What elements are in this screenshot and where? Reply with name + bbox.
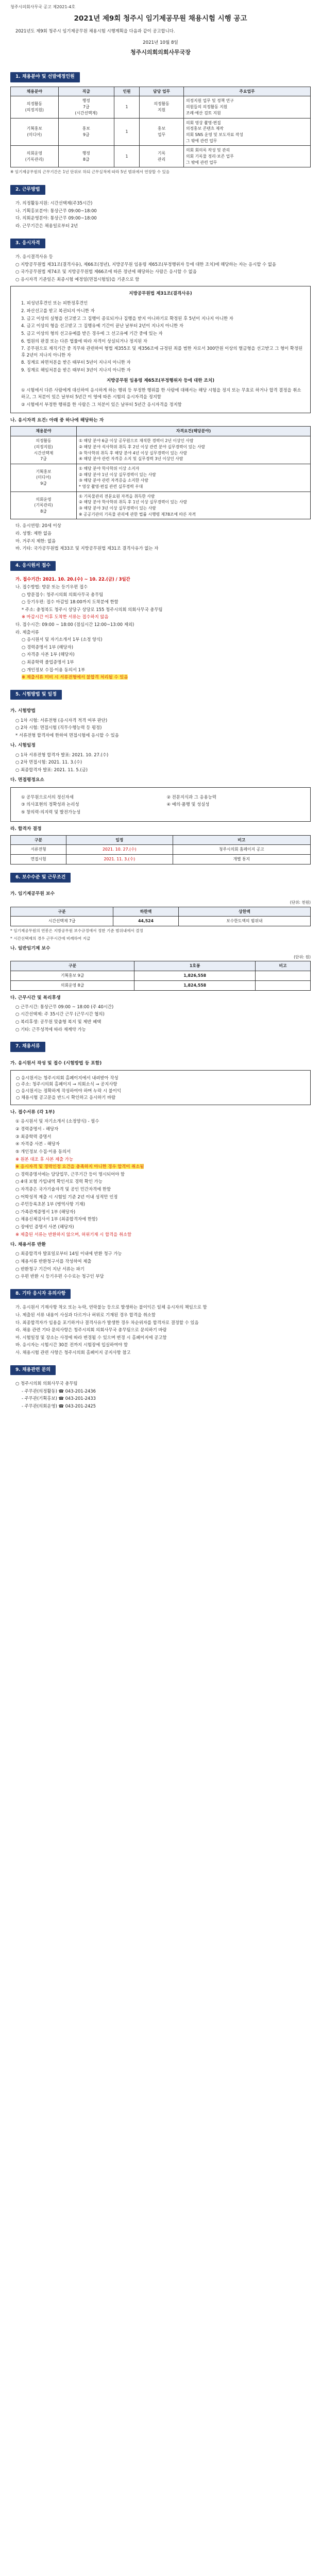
application-info [10,576,311,681]
list-item: 다. 접수시간: 09:00 ~ 18:00 (점심시간 12:00~13:00 제외) [15,622,134,627]
work-method-list [10,200,311,229]
contact-phone: - 주무관(의정활동) ☎ 043-201-2436 [22,1388,96,1394]
list-item: 6. 법원의 판결 또는 다른 법률에 따라 자격이 상실되거나 정지된 자 [21,338,147,344]
list-item: ○ 자격증은 국가기술자격 및 공인 민간자격에 한함 [15,1186,111,1192]
cell: 의회운영 (기록관리) [11,146,59,167]
subsection-title: 나. 시험일정 [10,743,36,749]
list-item: 다. 의회운영분야: 통상근무 09:00~18:00 [15,215,97,221]
list-item: ○ 1차 시험: 서류전형 (응시자격 적격 여부 판단) [15,717,108,723]
cell: 시간선택제 7급 [11,917,113,926]
subsection-title: 나. 응시자격 요건: 아래 중 하나에 해당하는 자 [10,418,104,423]
cell: 의정지원 업무 및 정책 연구 의원들의 의정활동 지원 조례·예산 검토 지원 [183,96,310,118]
table-header: 구분 [11,907,113,917]
list-item: ○ 반환청구 기간이 지난 서류는 파기 [15,1266,85,1272]
table-header: 상한액 [178,907,310,917]
list-item: 마. 거주지 제한: 없음 [15,538,56,544]
list-item: 9. 징계로 해임처분을 받은 때부터 3년이 지나지 아니한 자 [21,367,131,372]
list-item: ○ 장애인 증명서 사본 (해당자) [15,1224,74,1230]
cell: 의회운영 8급 [11,980,134,990]
cell: ① 기록물관리 전문요원 자격을 취득한 사람 ② 해당 분야 학사학위 취득 후 1년 이상 실무경력이 있는 사람 ③ 해당 분야 3년 이상 실무경력이 있는 사람 ※ 공공기관의 기록물 관리에 관한 법률 시행령 제78조에 따른 자격 [77,492,311,519]
list-item: 1. 피성년후견인 또는 피한정후견인 [21,300,88,306]
box-list [16,300,305,373]
box-title: 지방공무원법 제31조(결격사유) [129,291,192,296]
list-item: 다. 응시연령: 20세 이상 [15,523,61,529]
contact-phone: - 주무관(기획홍보) ☎ 043-201-2433 [22,1396,96,1401]
section-7-title: 7. 채용서류 [10,1042,45,1052]
conditions-list [10,1004,311,1032]
extra-eligibility [10,522,311,551]
table-header: 채용분야 [11,87,59,96]
list-item: 사. 채용시험 관련 사항은 청주시의회 홈페이지 공지사항 참고 [15,1350,131,1355]
list-item: ○ 우편 반환 시 등기우편 수수료는 청구인 부담 [15,1274,104,1279]
list-item: 3. 금고 이상의 실형을 선고받고 그 집행이 종료되거나 집행을 받지 아니하기로 확정된 후 5년이 지나지 아니한 자 [21,315,233,321]
list-item: 2. 파산선고를 받고 복권되지 아니한 자 [21,308,95,314]
list-item: ○ 개인정보 수집·이용 동의서 1부 [22,667,86,672]
list-item: 마. 시험일정 및 장소는 사정에 따라 변경될 수 있으며 변경 시 홈페이지에 공고함 [15,1334,167,1340]
list-item: 4. 금고 이상의 형을 선고받고 그 집행유예 기간이 끝난 날부터 2년이 지나지 아니한 자 [21,323,183,329]
list-item: ○ 주민등록초본 1부 (병역사항 기재) [15,1201,85,1207]
list-item: ○ 2차 시험: 면접시험 (직무수행능력 등 평정) [15,725,102,731]
list-item: ○ 2차 면접시험: 2021. 11. 3.(수) [15,759,82,765]
cell: 2021. 11. 3.(수) [66,854,173,864]
method-list [10,717,311,739]
application-method: 나. 접수방법: 방문 또는 등기우편 접수 [15,584,88,589]
cell: 2021. 10. 27.(수) [66,845,173,855]
table-header: 일정 [66,835,173,845]
cell: 홍보 업무 [140,118,184,146]
list-item: 다. 최종합격자가 임용을 포기하거나 결격사유가 발생한 경우 차순위자를 합격자로 결정할 수 있음 [15,1319,199,1325]
positions-table [10,87,311,168]
table-header: 직급 [58,87,114,96]
box-title: 지방공무원 임용령 제65조(부정행위자 등에 대한 조치) [106,378,215,383]
subsection-title: 다. 근무시간 및 복리후생 [10,995,61,1001]
table-header: 하한액 [113,907,178,917]
list-item: ○ 어학성적 제출 시 시험일 기준 2년 이내 성적만 인정 [15,1194,118,1199]
disqualification-box [10,286,311,414]
subsection-title: 나. 일반임기제 보수 [10,945,50,951]
announcement-date: 2021년 10월 8일 [143,40,178,45]
section-6-title: 6. 보수수준 및 근무조건 [10,873,71,883]
table-row [11,980,311,990]
list-item: ○ 가족관계증명서 1부 (해당자) [15,1209,76,1214]
red-note: ※ 원본 대조 후 사본 제출 가능 [15,1156,73,1162]
eligibility-list [10,253,311,282]
list-item: 가. 응시원서 기재사항 착오 또는 누락, 연락불능 등으로 발생하는 불이익은 일체 응시자의 책임으로 함 [15,1304,207,1310]
grid-item: ① 공무원으로서의 정신자세 [21,794,74,800]
highlight-note: ※ 제출서류 미비 시 서류전형에서 불합격 처리될 수 있음 [22,674,128,680]
section-4-title: 4. 응시원서 접수 [10,561,56,571]
footnote: ※ 임기제공무원의 근무기간은 1년 단위로 하되 근무실적에 따라 5년 범위에서 연장할 수 있음 [10,170,170,175]
list-item: 바. 응시자는 시험시간 30분 전까지 시험장에 입실하여야 함 [15,1342,128,1348]
cell: 1 [114,146,139,167]
list-item: ○ 채용서류 반환청구서를 작성하여 제출 [15,1259,92,1264]
application-period: 가. 접수기간: 2021. 10. 20.(수) ~ 10. 22.(금) / 3일간 [15,577,130,582]
table-header: 1호봉 [134,961,256,971]
red-note: ※ 제출된 서류는 반환하지 않으며, 허위기재 시 합격을 취소함 [15,1231,132,1237]
table-header: 담당 업무 [140,87,184,96]
list-item: ○ 국가공무원법 제74조 및 지방공무원법 제66조에 따른 정년에 해당하는 사람은 응시할 수 없음 [15,269,197,275]
list-item: ○ 1차 서류전형 합격자 발표: 2021. 10. 27.(수) [15,752,109,757]
section-5-title: 5. 시험방법 및 일정 [10,690,62,700]
list-item: ○ 기타: 근무성적에 따라 재계약 가능 [15,1026,86,1032]
list-item: 7. 공무원으로 재직기간 중 직무와 관련하여 형법 제355조 및 제356조에 규정된 죄를 범한 자로서 300만원 이상의 벌금형을 선고받고 그 형이 확정된 후 2년이 지나지 아니한 자 [21,346,303,358]
list-item: 라. 성별: 제한 없음 [15,531,52,536]
list-item: ○ 최종합격자 발표일로부터 14일 이내에 반환 청구 가능 [15,1251,122,1257]
list-item: ○ 자격증 사본 1부 (해당자) [22,652,75,657]
salary-note: * 임기제공무원의 연봉은 지방공무원 보수규정에서 정한 기준 범위내에서 결정 [10,928,143,934]
cell: 44,524 [113,917,178,926]
list-item: ○ 응시원서는 정확하게 작성하여야 하며 누락 시 불이익 [16,1088,121,1094]
unit-label: (단위: 원) [294,955,311,960]
list-item: ○ 복리후생: 공무원 맞춤형 복지 및 제반 혜택 [15,1019,102,1024]
table-row [11,96,311,118]
cell: 1,824,558 [134,980,256,990]
table-row [11,436,311,464]
cell: 기획홍보 9급 [11,971,134,981]
list-item: * 주소: 충청북도 청주시 상당구 상당로 155 청주시의회 의회사무국 총무팀 [22,606,163,612]
list-item: ① 응시원서 및 자기소개서 (소정양식) - 필수 [15,1118,99,1124]
list-item: 라. 채용 관련 기타 문의사항은 청주시의회 의회사무국 총무팀으로 문의하기 바람 [15,1327,167,1333]
list-item: ○ 최종학력 졸업증명서 1부 [22,659,74,665]
subsection-title: 가. 시험방법 [10,708,36,714]
subsection-title: 라. 합격자 결정 [10,826,42,832]
unit-label: (단위: 천원) [290,900,311,905]
schedule-list [10,752,311,773]
table-header: 인원 [114,87,139,96]
table-header: 자격요건(해당분야) [77,427,311,436]
cell: 개별 통지 [173,854,311,864]
box-list [16,387,305,408]
section-9-title: 9. 채용관련 문의 [10,1365,56,1376]
list-item: 라. 제출서류 [15,629,39,635]
list-item: 가. 의정활동지원: 시간선택제(주35시간) [15,200,93,206]
cell: 의정활동 (의정지원) [11,96,59,118]
cell: 의정활동 (의정지원) 시간선택제 7급 [11,436,77,464]
cell: 홍보 9급 [58,118,114,146]
cell: 면접시험 [11,854,66,864]
list-item: ○ 주소: 청주시의회 홈페이지 → 의회소식 → 공지사항 [16,1081,117,1087]
contact-phone: - 주무관(의회운영) ☎ 043-201-2425 [22,1403,96,1409]
list-item: ② 시험에서 부정한 행위를 한 사람은 그 처분이 있은 날부터 5년간 응시자격을 정지함 [21,401,182,407]
list-item: 바. 기타: 국가공무원법 제33조 및 지방공무원법 제31조 결격사유가 없는 자 [15,546,159,551]
caution-list [10,1304,311,1355]
cell: ① 해당 분야 학사학위 이상 소지자 ② 해당 분야 1년 이상 실무경력이 있는 사람 ③ 해당 분야 관련 자격증을 소지한 사람 * 영상 촬영·편집 관련 실무경력 우대 [77,464,311,492]
table-row [11,146,311,167]
cell: 1 [114,118,139,146]
cell: 의회 회의록 작성 및 관리 의회 기록물 정리·보존 업무 그 밖에 관련 업무 [183,146,310,167]
documents-list [10,1118,311,1238]
table-header: 구분 [11,835,66,845]
list-item: 8. 징계로 파면처분을 받은 때부터 5년이 지나지 아니한 자 [21,360,131,365]
grid-item: ② 전문지식과 그 응용능력 [166,794,216,800]
subsection-title: 다. 채용서류 반환 [10,1242,46,1248]
salary-table-2 [10,961,311,990]
section-1-title: 1. 채용분야 및 선발예정인원 [10,72,80,82]
list-item: ○ 경력증명서에는 담당업무, 근무기간 등이 명시되어야 함 [15,1171,125,1177]
cell: 의정활동 지원 [140,96,184,118]
table-row [11,492,311,519]
list-item: 나. 기획홍보분야: 통상근무 09:00~18:00 [15,208,97,213]
table-row [11,971,311,981]
return-list [10,1250,311,1279]
section-8-title: 8. 기타 응시자 유의사항 [10,1289,71,1299]
table-row [11,917,311,926]
cell: 행정 7급 (시간선택제) [58,96,114,118]
table-header: 주요업무 [183,87,310,96]
list-item: ③ 최종학력 증명서 [15,1133,52,1139]
salary-note: * 시간선택제의 경우 근무시간에 비례하여 지급 [10,936,91,941]
list-item: 가. 응시결격사유 등 [15,254,53,260]
list-item: 5. 금고 이상의 형의 선고유예를 받은 경우에 그 선고유예 기간 중에 있는 자 [21,330,163,336]
list-item: ○ 4대 보험 가입내역 확인서로 경력 확인 가능 [15,1179,103,1184]
grid-item: ④ 예의·품행 및 성실성 [166,802,210,807]
list-item: ○ 등기우편: 접수 마감일 18:00까지 도착분에 한함 [22,599,119,605]
table-row [11,845,311,855]
cell: 행정 8급 [58,146,114,167]
cell: ① 해당 분야 6급 이상 공무원으로 재직한 경력이 2년 이상인 사람 ② 해당 분야 석사학위 취득 후 2년 이상 관련 분야 실무경력이 있는 사람 ③ 학사학위 취득 후 해당 분야 4년 이상 실무경력이 있는 사람 ④ 해당 분야 관련 자격증 소지 및 실무경력 3년 이상인 사람 [77,436,311,464]
list-item: ○ 응시자격 기준일은 최종시험 예정일(면접시험일)을 기준으로 함 [15,276,140,282]
list-item: ○ 근무시간: 통상근무 09:00 ~ 18:00 (주 40시간) [15,1004,114,1009]
table-row [11,118,311,146]
grid-item: ③ 의사표현의 정확성과 논리성 [21,802,79,807]
cell: 기획홍보 (미디어) 9급 [11,464,77,492]
announcement-number: 청주시의회사무국 공고 제2021-4호 [10,5,76,9]
grid-item [167,809,300,816]
list-item: ○ 채용시험 공고문을 반드시 확인하고 응시하기 바람 [16,1094,116,1100]
section-2-title: 2. 근무방법 [10,185,45,195]
section-3-title: 3. 응시자격 [10,239,45,249]
cell: 1,826,558 [134,971,256,981]
list-item: 라. 근무기간은 채용일로부터 2년 [15,223,78,229]
criteria-grid [16,792,305,818]
list-item: ○ 청주시의회 의회사무국 총무팀 [15,1381,78,1386]
list-item: ① 시험에서 다른 사람에게 대신하여 응시하게 하는 행위 등 부정한 행위를 한 사람에 대해서는 해당 시험을 정지 또는 무효로 하거나 합격 결정을 취소하고, 그 처분이 있은 날부터 5년간 이 영에 따른 시험의 응시자격을 정지함 [21,387,301,400]
list-item: ○ 방문접수: 청주시의회 의회사무국 총무팀 [22,591,104,597]
list-item: ○ 채용신체검사서 1부 (최종합격자에 한함) [15,1216,98,1222]
table-header: 채용분야 [11,427,77,436]
list-item: ○ 최종합격자 발표: 2021. 11. 5.(금) [15,767,88,772]
cell: 보수한도액의 범위내 [178,917,310,926]
table-header: 비고 [173,835,311,845]
grid-item: ⑤ 창의력·의지력 및 발전가능성 [21,809,81,815]
issuer: 청주시의회의회사무국장 [130,48,191,56]
cell: 1 [114,96,139,118]
list-item: ○ 경력증명서 1부 (해당자) [22,644,73,650]
schedule-table [10,835,311,865]
table-row [11,464,311,492]
subsection-title: 나. 접수서류 (각 1부) [10,1110,55,1115]
cell [256,971,311,981]
table-header: 구분 [11,961,134,971]
subsection-title: 다. 면접평정요소 [10,777,44,783]
list-item: * 서류전형 합격자에 한하여 면접시험에 응시할 수 있음 [15,732,119,738]
table-header: 비고 [256,961,311,971]
list-item: 나. 제출된 서류 내용이 사실과 다르거나 허위로 기재된 경우 합격을 취소함 [15,1312,156,1317]
list-item: ⑤ 개인정보 수집·이용 동의서 [15,1148,71,1154]
table-row [11,854,311,864]
list-item: ④ 자격증 사본 - 해당자 [15,1141,60,1147]
cell: 의회운영 (기록관리) 8급 [11,492,77,519]
interview-criteria-box [10,787,311,822]
cell [256,980,311,990]
page-title: 2021년 제9회 청주시 임기제공무원 채용시험 시행 공고 [74,14,247,23]
highlight-note: ※ 응시자격 및 경력인정 요건을 충족하지 아니한 경우 합격이 취소됨 [15,1164,144,1170]
document [5,0,316,1410]
salary-table [10,907,311,926]
cell: 의회 영상 촬영·편집 의정홍보 콘텐츠 제작 의회 SNS 운영 및 보도자료 작성 그 밖에 관련 업무 [183,118,310,146]
requirements-table [10,426,311,519]
cell: 기획홍보 (미디어) [11,118,59,146]
list-item: ② 경력증명서 - 해당자 [15,1126,59,1132]
cell: 청주시의회 홈페이지 공고 [173,845,311,855]
red-note: ※ 마감시간 이후 도착한 서류는 접수하지 않음 [22,614,109,620]
contact-list [10,1380,311,1409]
cell: 서류전형 [11,845,66,855]
list-item: ○ 응시원서 및 자기소개서 1부 (소정 양식) [22,637,103,642]
list-item: ○ 응시원서는 청주시의회 홈페이지에서 내려받아 작성 [16,1075,119,1080]
list-item: ○ 시간선택제: 주 35시간 근무 (근무시간 협의) [15,1011,105,1017]
cell: 기록 관리 [140,146,184,167]
list-item: ○ 지방공무원법 제31조(결격사유), 제66조(정년), 지방공무원 임용령 제65조(부정행위자 등에 대한 조치)에 해당하는 자는 응시할 수 없음 [15,261,276,267]
subsection-title: 가. 응시원서 작성 및 접수 (시험방법 등 포함) [10,1060,102,1066]
intro-text: 2021년도 제9회 청주시 임기제공무원 채용시험 시행계획을 다음과 같이 공고합니다. [15,28,175,34]
subsection-title: 가. 임기제공무원 보수 [10,891,55,897]
application-box [10,1070,311,1105]
